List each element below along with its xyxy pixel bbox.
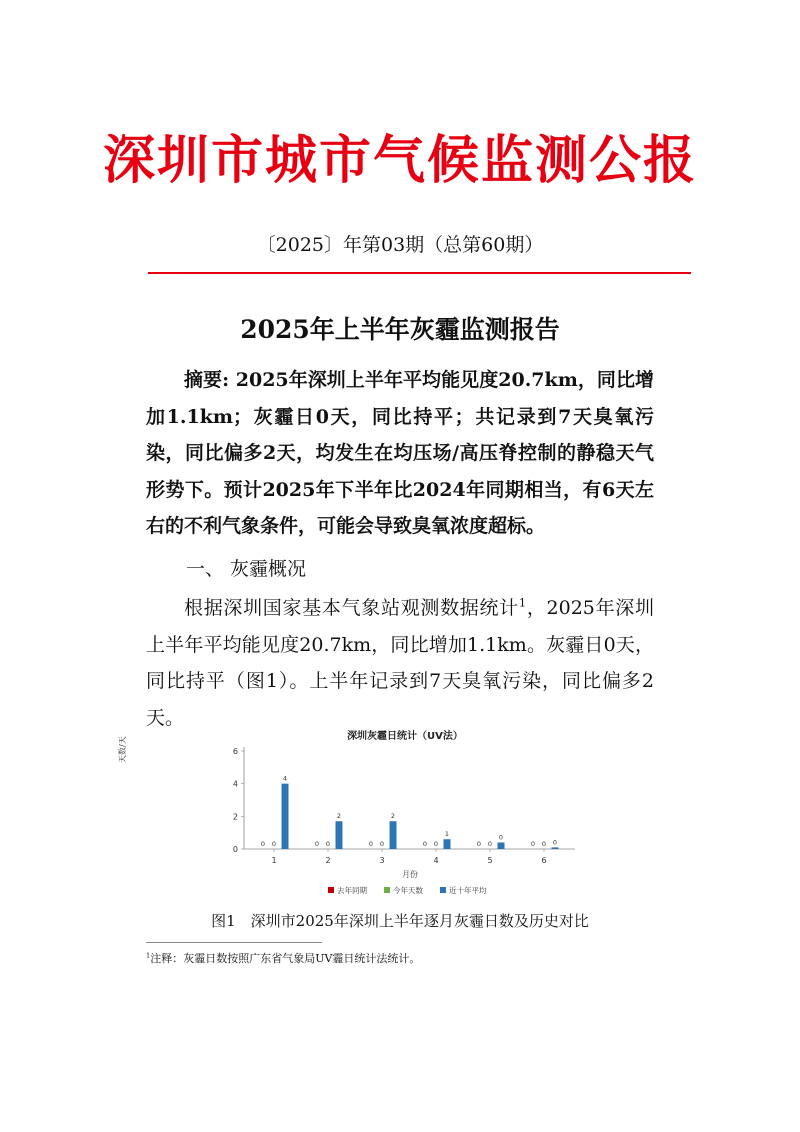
figure-caption: 图1 深圳市2025年深圳上半年逐月灰霾日数及历史对比 <box>211 912 589 930</box>
data-label: 0 <box>271 840 277 848</box>
data-label: 0 <box>325 840 331 848</box>
footnote-text: 注释：灰霾日数按照广东省气象局UV霾日统计法统计。 <box>150 952 421 965</box>
y-tick-label: 6 <box>232 747 238 756</box>
data-label: 0 <box>422 840 428 848</box>
section-heading: 一、 灰霾概况 <box>186 558 307 580</box>
legend-label: 近十年平均 <box>449 886 487 895</box>
data-label: 0 <box>314 840 320 848</box>
data-label: 4 <box>282 774 288 783</box>
footnote-ref: 1 <box>518 595 527 610</box>
bar-3-month-6 <box>552 847 559 849</box>
bar-3-month-2 <box>336 821 343 849</box>
body-paragraph <box>146 590 654 736</box>
x-tick-label: 3 <box>379 856 385 865</box>
y-tick-label: 4 <box>232 779 238 789</box>
footnote-marker: 1 <box>146 951 151 960</box>
y-tick-label: 0 <box>232 845 238 854</box>
data-label: 1 <box>444 830 450 839</box>
legend-swatch <box>440 887 446 893</box>
body-text-part-a: 根据深圳国家基本气象站观测数据统计 <box>184 597 519 619</box>
bar-3-month-1 <box>282 784 289 849</box>
bar-3-month-4 <box>444 839 451 849</box>
y-tick-label: 2 <box>232 812 238 822</box>
legend-label: 去年同期 <box>337 886 367 895</box>
issue-number: 〔2025〕年第03期（总第60期） <box>256 234 544 256</box>
header-divider <box>148 272 691 274</box>
masthead-title: 深圳市城市气候监测公报 <box>102 131 697 191</box>
chart-title: 深圳灰霾日统计（UV法） <box>347 731 463 742</box>
data-label: 0 <box>541 840 547 848</box>
legend-swatch <box>384 887 390 893</box>
chart-xlabel: 月份 <box>402 870 418 879</box>
bar-3-month-5 <box>498 842 505 849</box>
data-label: 0 <box>552 838 558 847</box>
legend-swatch <box>328 887 334 893</box>
bar-3-month-3 <box>390 821 397 849</box>
footnote <box>146 950 420 966</box>
footnote-divider <box>146 942 322 943</box>
legend-label: 今年天数 <box>393 886 423 895</box>
data-label: 0 <box>368 840 374 848</box>
data-label: 0 <box>530 840 536 848</box>
chart-bars <box>261 775 559 849</box>
x-tick-label: 6 <box>541 856 547 865</box>
data-label: 0 <box>487 840 493 848</box>
x-tick-label: 1 <box>271 856 277 865</box>
x-tick-label: 5 <box>487 856 493 865</box>
data-label: 0 <box>476 840 482 848</box>
haze-days-chart <box>118 725 600 905</box>
data-label: 0 <box>498 833 504 842</box>
data-label: 0 <box>379 840 385 848</box>
report-title: 2025年上半年灰霾监测报告 <box>240 315 560 344</box>
body-text-part-b: ，2025年深圳上半年平均能见度20.7km，同比增加1.1km。灰霾日0天，同比持平（图1）。上半年记录到7天臭氧污染，同比偏多2天。 <box>146 597 654 729</box>
data-label: 0 <box>260 840 266 848</box>
data-label: 0 <box>433 840 439 848</box>
data-label: 2 <box>390 812 396 821</box>
chart-legend <box>328 885 487 895</box>
data-label: 2 <box>336 812 342 821</box>
chart-ylabel: 天数/天 <box>118 736 127 763</box>
x-tick-label: 4 <box>433 856 439 865</box>
x-tick-label: 2 <box>325 856 331 865</box>
abstract-paragraph: 摘要: 2025年深圳上半年平均能见度20.7km，同比增加1.1km；灰霾日0天，同比持平；共记录到7天臭氧污染，同比偏多2天，均发生在均压场/高压脊控制的静稳天气形势下。预计2025年下半年比2024年同期相当，有6天左右的不利气象条件，可能会导致臭氧浓度超标。 <box>146 369 654 537</box>
